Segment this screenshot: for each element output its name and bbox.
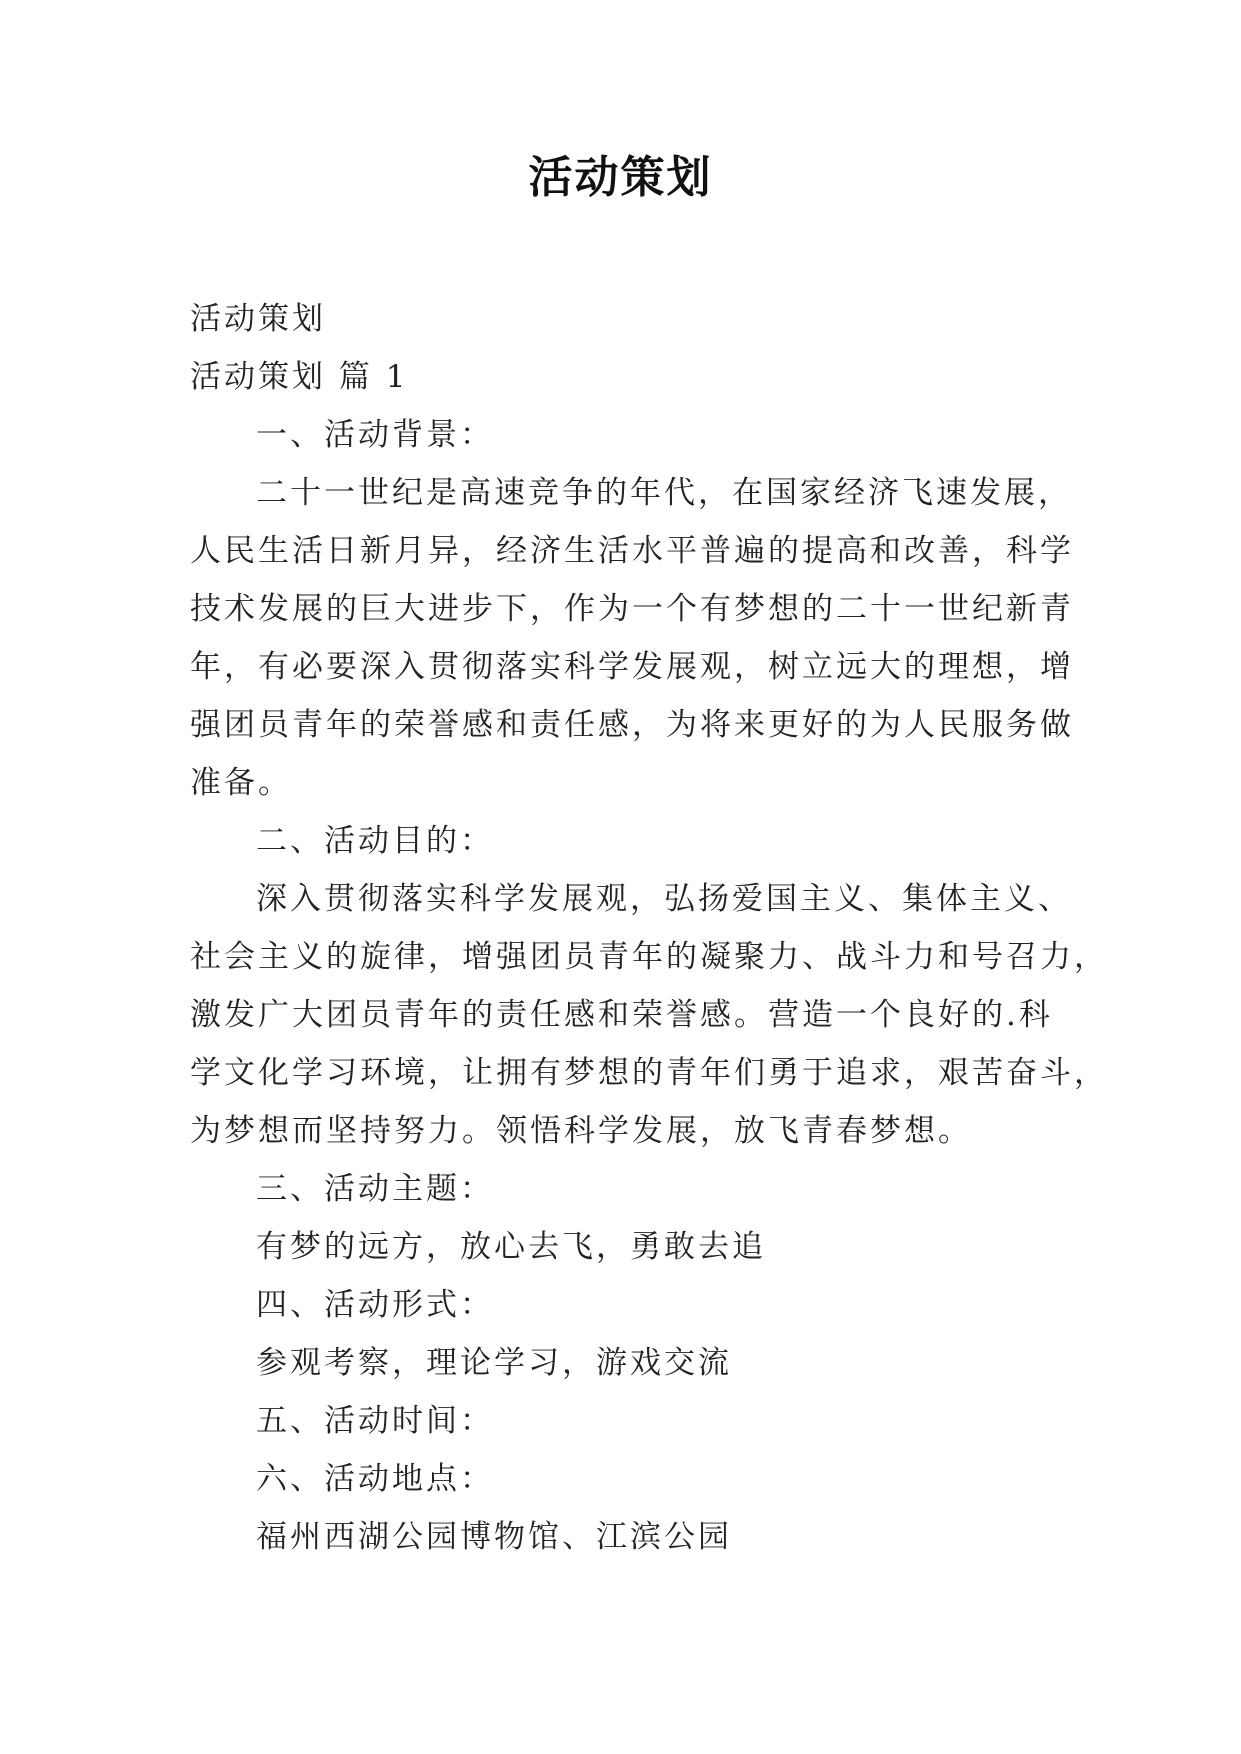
section-label-purpose: 二、活动目的： <box>256 823 494 859</box>
section-label-location: 六、活动地点： <box>256 1461 494 1497</box>
document-title: 活动策划 <box>528 152 713 203</box>
heading: 活动策划 <box>190 301 326 337</box>
paragraph-line: 社会主义的旋律，增强团员青年的凝聚力、战斗力和号召力， <box>190 939 1108 975</box>
paragraph-line: 学文化学习环境，让拥有梦想的青年们勇于追求，艰苦奋斗， <box>190 1055 1108 1091</box>
paragraph-line: 二十一世纪是高速竞争的年代，在国家经济飞速发展， <box>256 475 1072 511</box>
document-body <box>190 290 1108 1566</box>
paragraph-line: 强团员青年的荣誉感和责任感，为将来更好的为人民服务做 <box>190 707 1074 743</box>
paragraph-line: 准备。 <box>190 765 292 801</box>
paragraph-line: 深入贯彻落实科学发展观，弘扬爱国主义、集体主义、 <box>256 881 1072 917</box>
section-label-background: 一、活动背景： <box>256 417 494 453</box>
subheading: 活动策划 篇 1 <box>190 359 409 395</box>
section-label-theme: 三、活动主题： <box>256 1171 494 1207</box>
paragraph-line: 人民生活日新月异，经济生活水平普遍的提高和改善，科学 <box>190 533 1074 569</box>
paragraph-line: 技术发展的巨大进步下，作为一个有梦想的二十一世纪新青 <box>190 591 1074 627</box>
section-label-form: 四、活动形式： <box>256 1287 494 1323</box>
paragraph-line: 为梦想而坚持努力。领悟科学发展，放飞青春梦想。 <box>190 1113 972 1149</box>
paragraph-line: 激发广大团员青年的责任感和荣誉感。营造一个良好的.科 <box>190 997 1053 1033</box>
form-text: 参观考察，理论学习，游戏交流 <box>256 1345 732 1381</box>
paragraph-line: 年，有必要深入贯彻落实科学发展观，树立远大的理想，增 <box>190 649 1074 685</box>
location-text: 福州西湖公园博物馆、江滨公园 <box>256 1519 732 1555</box>
theme-text: 有梦的远方，放心去飞，勇敢去追 <box>256 1229 766 1265</box>
section-label-time: 五、活动时间： <box>256 1403 494 1439</box>
